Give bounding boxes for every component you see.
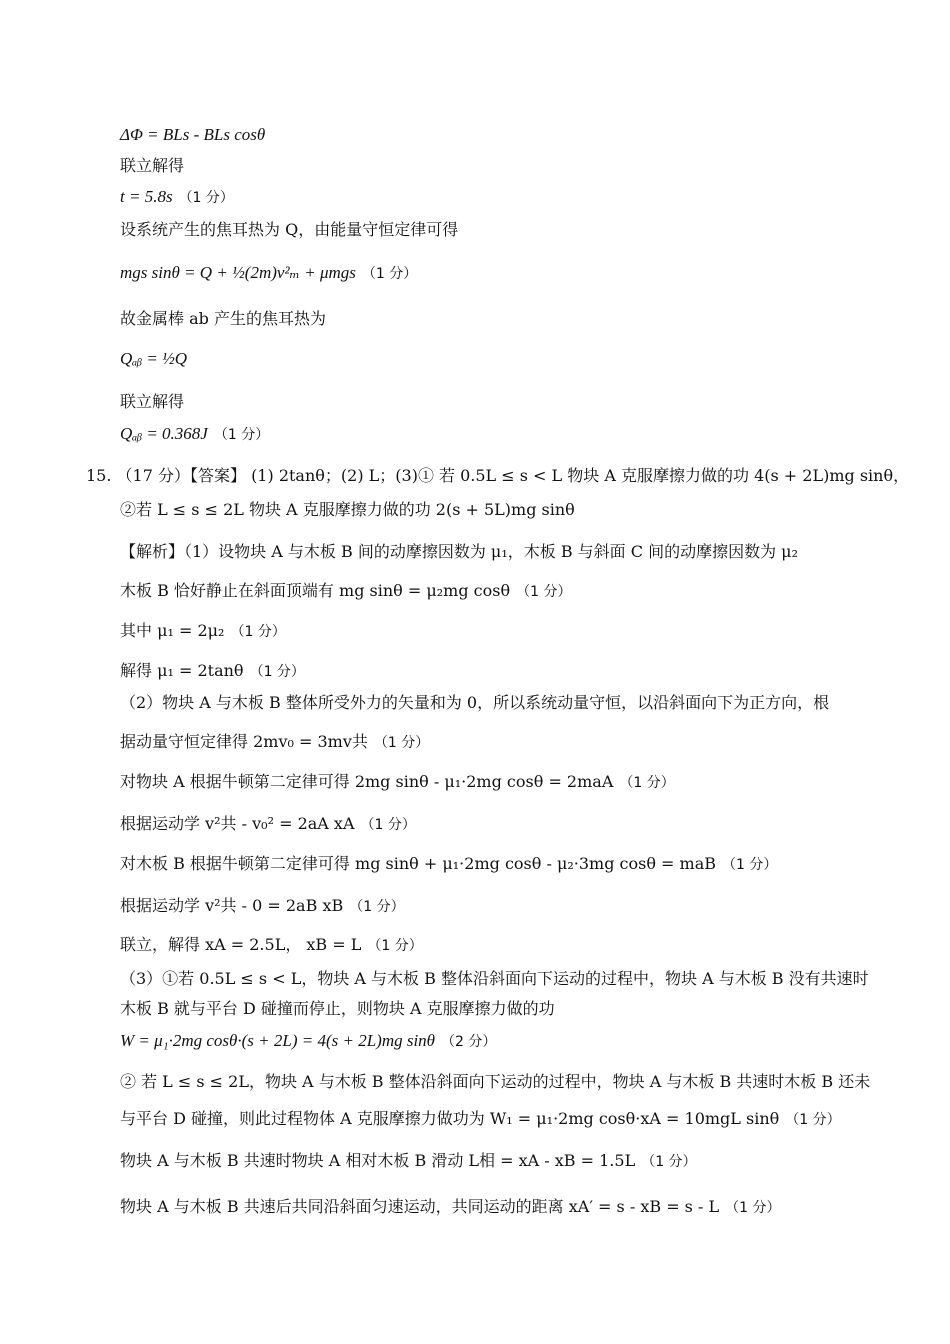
- analysis-line: 联立，解得 xA = 2.5L， xB = L （1 分）: [120, 935, 423, 954]
- answer-line: ②若 L ≤ s ≤ 2L 物块 A 克服摩擦力做的功 2(s + 5L)mg sinθ: [120, 500, 575, 519]
- analysis-line: 【解析】（1）设物块 A 与木板 B 间的动摩擦因数为 μ₁，木板 B 与斜面 C 间的动摩擦因数为 μ₂: [120, 542, 798, 561]
- analysis-line: 木板 B 恰好静止在斜面顶端有 mg sinθ = μ₂mg cosθ （1 分）: [120, 581, 572, 600]
- analysis-line: （2）物块 A 与木板 B 整体所受外力的矢量和为 0，所以系统动量守恒，以沿斜面向下为正方向，根: [120, 693, 830, 712]
- equation-line: Qₐᵦ = ½Q: [120, 349, 188, 368]
- equation-line: W = μ₁·2mg cosθ·(s + 2L) = 4(s + 2L)mg sinθ （2 分）: [120, 1031, 497, 1050]
- analysis-line: 对木板 B 根据牛顿第二定律可得 mg sinθ + μ₁·2mg cosθ - μ₂·3mg cosθ = maB （1 分）: [120, 854, 778, 873]
- analysis-line: 对物块 A 根据牛顿第二定律可得 2mg sinθ - μ₁·2mg cosθ = 2maA （1 分）: [120, 772, 675, 791]
- analysis-line: 解得 μ₁ = 2tanθ （1 分）: [120, 661, 305, 680]
- analysis-line: 与平台 D 碰撞，则此过程物体 A 克服摩擦力做功为 W₁ = μ₁·2mg cosθ·xA = 10mgL sinθ （1 分）: [120, 1109, 841, 1128]
- analysis-line: 物块 A 与木板 B 共速时物块 A 相对木板 B 滑动 L相 = xA - xB = 1.5L （1 分）: [120, 1151, 697, 1170]
- analysis-line: 物块 A 与木板 B 共速后共同沿斜面匀速运动，共同运动的距离 xA′ = s - xB = s - L （1 分）: [120, 1197, 781, 1216]
- answer-line: 15. （17 分）【答案】 (1) 2tanθ；(2) L；(3)① 若 0.5L ≤ s < L 物块 A 克服摩擦力做的功 4(s + 2L)mg sinθ，: [86, 466, 910, 485]
- analysis-line: 木板 B 就与平台 D 碰撞而停止，则物块 A 克服摩擦力做的功: [120, 999, 555, 1018]
- equation-line: mgs sinθ = Q + ½(2m)v²ₘ + μmgs （1 分）: [120, 263, 418, 282]
- text-line: 故金属棒 ab 产生的焦耳热为: [120, 309, 326, 328]
- analysis-line: 根据运动学 v²共 - 0 = 2aB xB （1 分）: [120, 896, 405, 915]
- equation-line: ΔΦ = BLs - BLs cosθ: [120, 125, 266, 144]
- analysis-line: 其中 μ₁ = 2μ₂ （1 分）: [120, 621, 286, 640]
- analysis-line: 根据运动学 v²共 - v₀² = 2aA xA （1 分）: [120, 814, 416, 833]
- analysis-line: ② 若 L ≤ s ≤ 2L，物块 A 与木板 B 整体沿斜面向下运动的过程中，物块 A 与木板 B 共速时木板 B 还未: [120, 1072, 871, 1091]
- text-line: 联立解得: [120, 156, 185, 175]
- equation-line: Qₐᵦ = 0.368J （1 分）: [120, 424, 270, 443]
- equation-line: t = 5.8s （1 分）: [120, 187, 234, 206]
- analysis-line: （3）①若 0.5L ≤ s < L，物块 A 与木板 B 整体沿斜面向下运动的过程中，物块 A 与木板 B 没有共速时: [120, 969, 869, 988]
- analysis-line: 据动量守恒定律得 2mv₀ = 3mv共 （1 分）: [120, 732, 430, 751]
- text-line: 联立解得: [120, 392, 185, 411]
- text-line: 设系统产生的焦耳热为 Q，由能量守恒定律可得: [120, 220, 459, 239]
